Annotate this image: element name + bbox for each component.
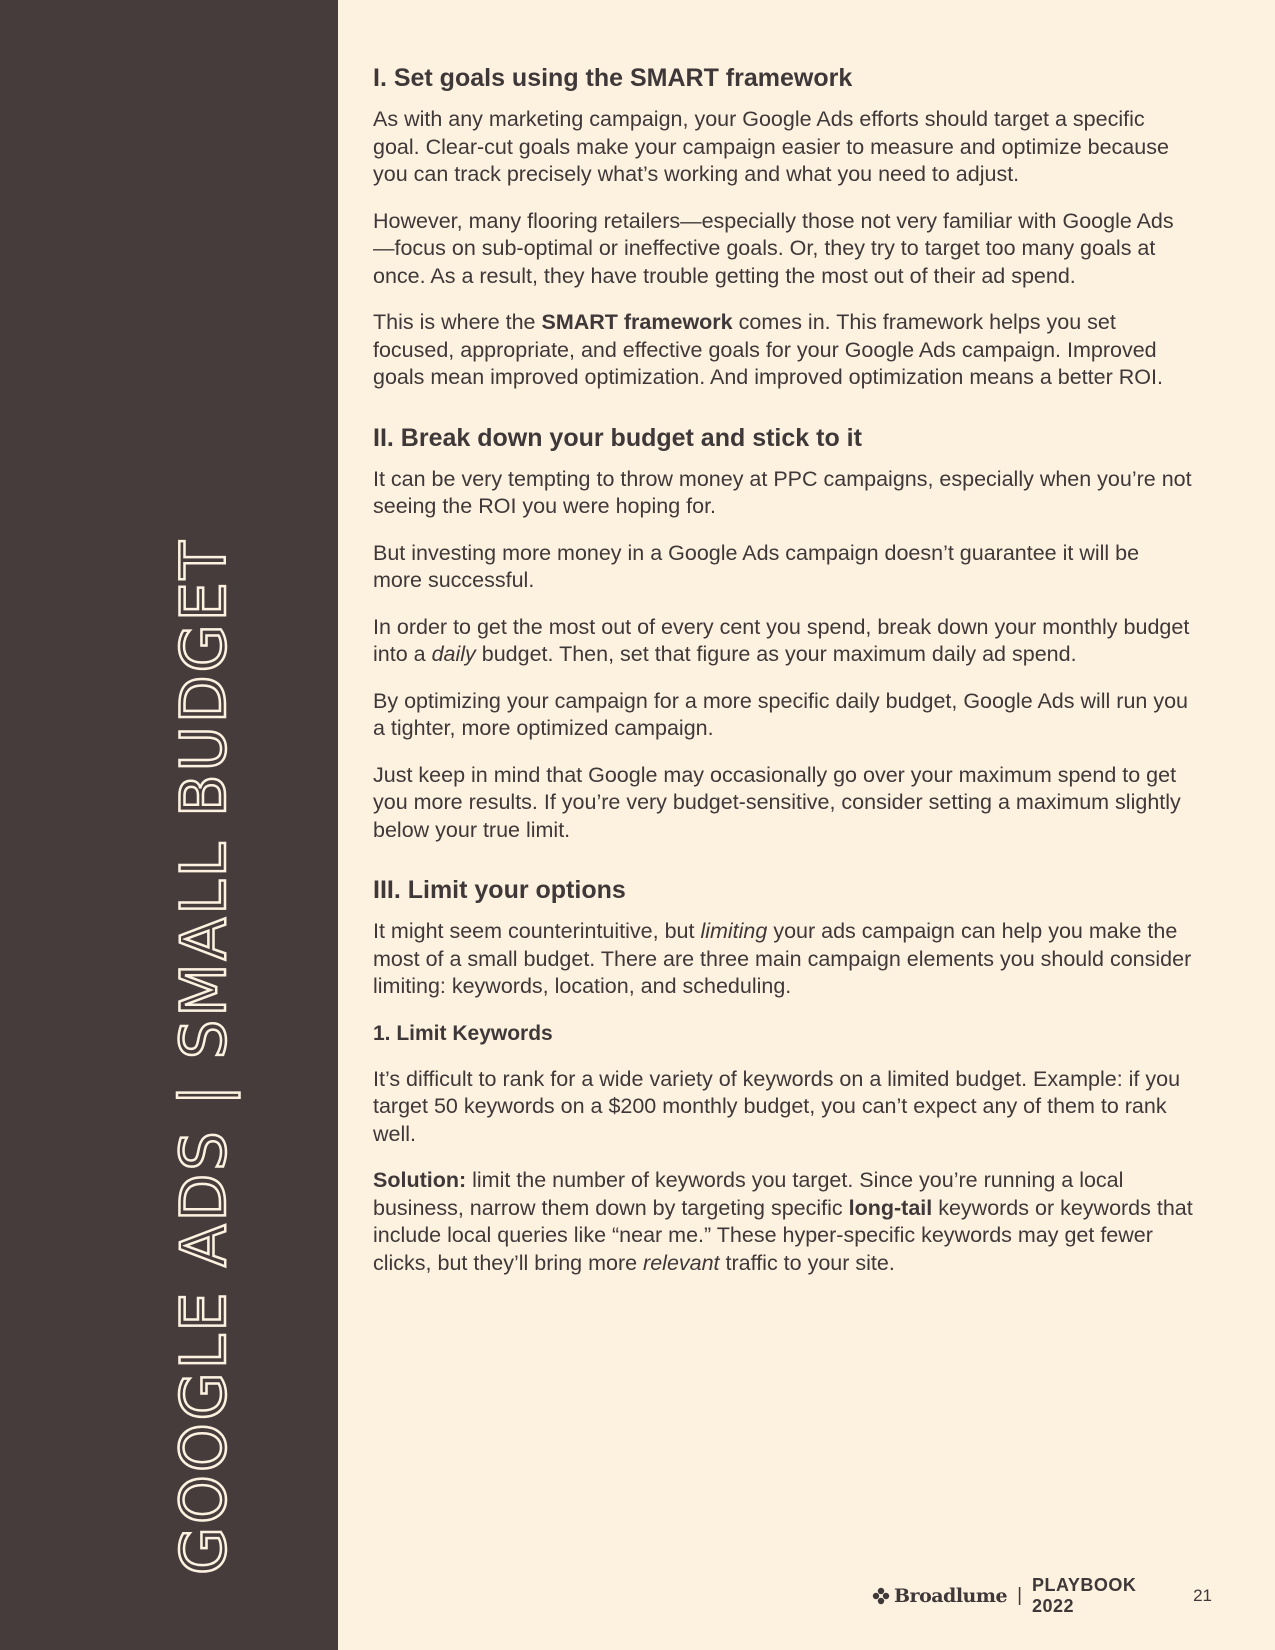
section-2-paragraph-4: By optimizing your campaign for a more specific daily budget, Google Ads will run you a tighter, more optimized campaign. [373, 688, 1189, 740]
section-1-paragraph-3 [373, 309, 1193, 392]
page-number: 21 [1193, 1586, 1212, 1605]
section-1-paragraph-1: As with any marketing campaign, your Google Ads efforts should target a specific goal. Clear-cut goals make your campaign easier to measure and optimize because you can track precisely what’s working and what you need to adjust. [373, 107, 1169, 186]
text-span: traffic to your site. [719, 1250, 895, 1275]
sidebar [0, 0, 338, 1650]
text-span: It might seem counterintuitive, but [373, 919, 701, 943]
text-span: limit the number of keywords you target. Since you’re running a local business, narrow them down by targeting specific [373, 1168, 1124, 1220]
brand-name: Broadlume [894, 1585, 1008, 1607]
brand-logo [872, 1585, 1007, 1607]
section-2-heading: II. Break down your budget and stick to it [373, 423, 862, 452]
main-content [373, 62, 1193, 1277]
section-3-paragraph-2: It’s difficult to rank for a wide variety of keywords on a limited budget. Example: if you target 50 keywords on a $200 monthly budget, you can’t expect any of them to rank well. [373, 1066, 1181, 1146]
footer-separator: | [1017, 1585, 1022, 1606]
text-span: This is where the [373, 310, 542, 334]
page-footer [872, 1575, 1212, 1616]
bold-term: long-tail [848, 1195, 933, 1220]
text-span: comes in. This framework helps you set focused, appropriate, and effective goals for your Google Ads campaign. Improved goals mean improved optimization. And improved optimization means a better ROI. [373, 310, 1163, 389]
bold-term: SMART framework [541, 310, 733, 334]
section-2-paragraph-1: It can be very tempting to throw money at PPC campaigns, especially when you’re not seeing the ROI you were hoping for. [373, 466, 1192, 518]
bold-term: Solution: [373, 1168, 467, 1192]
section-2-paragraph-3 [373, 614, 1193, 669]
sidebar-title: GOOGLE ADS | SMALL BUDGET [167, 538, 240, 1575]
section-2-paragraph-5: Just keep in mind that Google may occasionally go over your maximum spend to get you more results. If you’re very budget-sensitive, consider setting a maximum slightly below your true limit. [373, 762, 1181, 842]
italic-term: limiting [700, 919, 768, 943]
text-span: budget. Then, set that figure as your maximum daily ad spend. [475, 642, 1077, 666]
subheading-limit-keywords: 1. Limit Keywords [373, 1021, 553, 1045]
section-3-heading: III. Limit your options [373, 876, 626, 904]
text-span: In order to get the most out of every cent you spend, break down your monthly budget into a [373, 614, 1190, 666]
text-span: your ads campaign can help you make the most of a small budget. There are three main campaign elements you should consider limiting: keywords, location, and scheduling. [373, 919, 1192, 998]
section-1-paragraph-2: However, many flooring retailers—especially those not very familiar with Google Ads—focus on sub-optimal or ineffective goals. Or, they try to target too many goals at once. As a result, they have trouble getting the most out of their ad spend. [373, 208, 1174, 288]
broadlume-logo-icon [872, 1587, 890, 1605]
section-1-heading: I. Set goals using the SMART framework [373, 64, 853, 92]
italic-term: relevant [643, 1250, 720, 1275]
section-3-paragraph-1 [373, 918, 1193, 1001]
section-3-paragraph-3 [373, 1167, 1193, 1277]
section-2-paragraph-2: But investing more money in a Google Ads campaign doesn’t guarantee it will be more successful. [373, 540, 1140, 592]
playbook-label: PLAYBOOK 2022 [1032, 1575, 1137, 1616]
italic-term: daily [431, 642, 476, 666]
text-span: keywords or keywords that include local queries like “near me.” These hyper-specific keywords may get fewer clicks, but they’ll bring more [373, 1195, 1193, 1275]
